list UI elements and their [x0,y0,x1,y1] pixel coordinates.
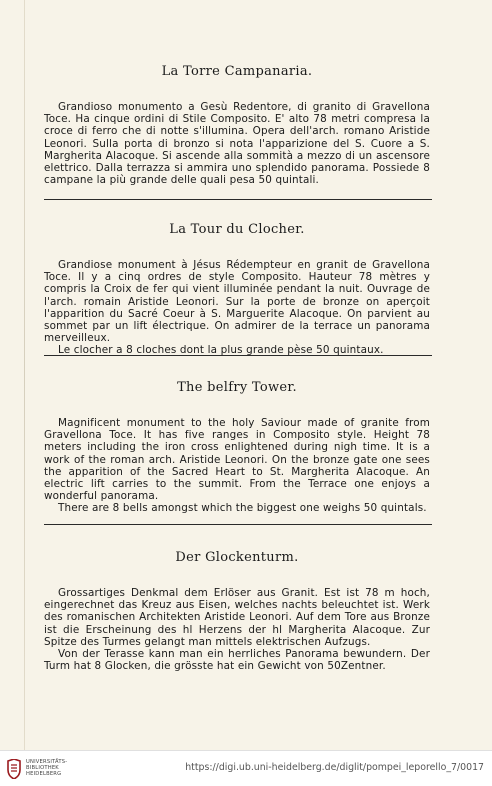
section-paragraph: Von der Terasse kann man ein herrliches Panorama bewundern. Der Turm hat 8 Glocken, die grösste hat ein Gewicht von 50Zentner. [44,648,430,673]
library-name: UNIVERSITÄTS- BIBLIOTHEK HEIDELBERG [26,759,68,778]
section-paragraph: Grandioso monumento a Gesù Redentore, di granito di Gravellona Toce. Ha cinque ordini di Stile Composito. E' alto 78 metri compresa la croce di ferro che di notte s'illumina. Opera dell'arch. romano Aristide Leonori. Sulla porta di bronzo si nota l'apparizione del S. Cuore a S. Margherita Alacoque. Si ascende alla sommità a mezzo di un ascensore elettrico. Dalla terrazza si ammira uno splendido panorama. Possiede 8 campane la più grande delle quali pesa 50 quintali. [44,101,430,187]
section-title: Der Glockenturm. [175,550,299,565]
section-french [44,222,430,357]
library-seal-icon [6,759,22,779]
page-fold-shadow [24,0,25,750]
section-paragraph: Grandiose monument à Jésus Rédempteur en granit de Gravellona Toce. Il y a cinq ordres de style Composito. Hauteur 78 mètres y compris la Croix de fer qui vient illuminée pendant la nuit. Ouvrage de l'arch. romain Aristide Leonori. Sur la porte de bronze on aperçoit l'apparition du Sacré Coeur à S. Marguerite Alacoque. On parvient au sommet par un lift électrique. On admirer de la terrace un panorama merveilleux. [44,259,430,345]
section-title: La Torre Campanaria. [161,64,313,79]
section-divider [44,199,432,200]
section-italian [44,64,430,186]
section-paragraph: Magnificent monument to the holy Saviour made of granite from Gravellona Toce. It has five ranges in Composito style. Height 78 meters including the iron cross enlightened during nigh time. It is a work of the roman arch. Aristide Leonori. On the bronze gate one sees the apparition of the Sacred Heart to St. Margherita Alacoque. An electric lift carries to the summit. From the Terrace one enjoys a wonderful panorama. [44,417,430,503]
section-divider [44,524,432,525]
section-english [44,380,430,515]
section-divider [44,355,432,356]
section-paragraph: There are 8 bells amongst which the biggest one weighs 50 quintals. [58,502,427,515]
section-title: La Tour du Clocher. [169,222,305,237]
section-title: The belfry Tower. [177,380,297,395]
viewer-footer [0,750,492,786]
library-logo[interactable] [6,757,66,781]
section-paragraph: Grossartiges Denkmal dem Erlöser aus Granit. Est ist 78 m hoch, eingerechnet das Kreuz aus Eisen, welches nachts beleuchtet ist. Werk des romanischen Architekten Aristide Leonori. Auf dem Tore aus Bronze ist die Erscheinung des hl Herzens der hl Margherita Alacoque. Zur Spitze des Turmes gelangt man mittels elektrischen Aufzugs. [44,587,430,648]
section-german [44,550,430,672]
section-paragraph: Le clocher a 8 cloches dont la plus grande pèse 50 quintaux. [58,344,384,357]
permalink-url[interactable]: https://digi.ub.uni-heidelberg.de/diglit/pompei_leporello_7/0017 [185,762,484,773]
